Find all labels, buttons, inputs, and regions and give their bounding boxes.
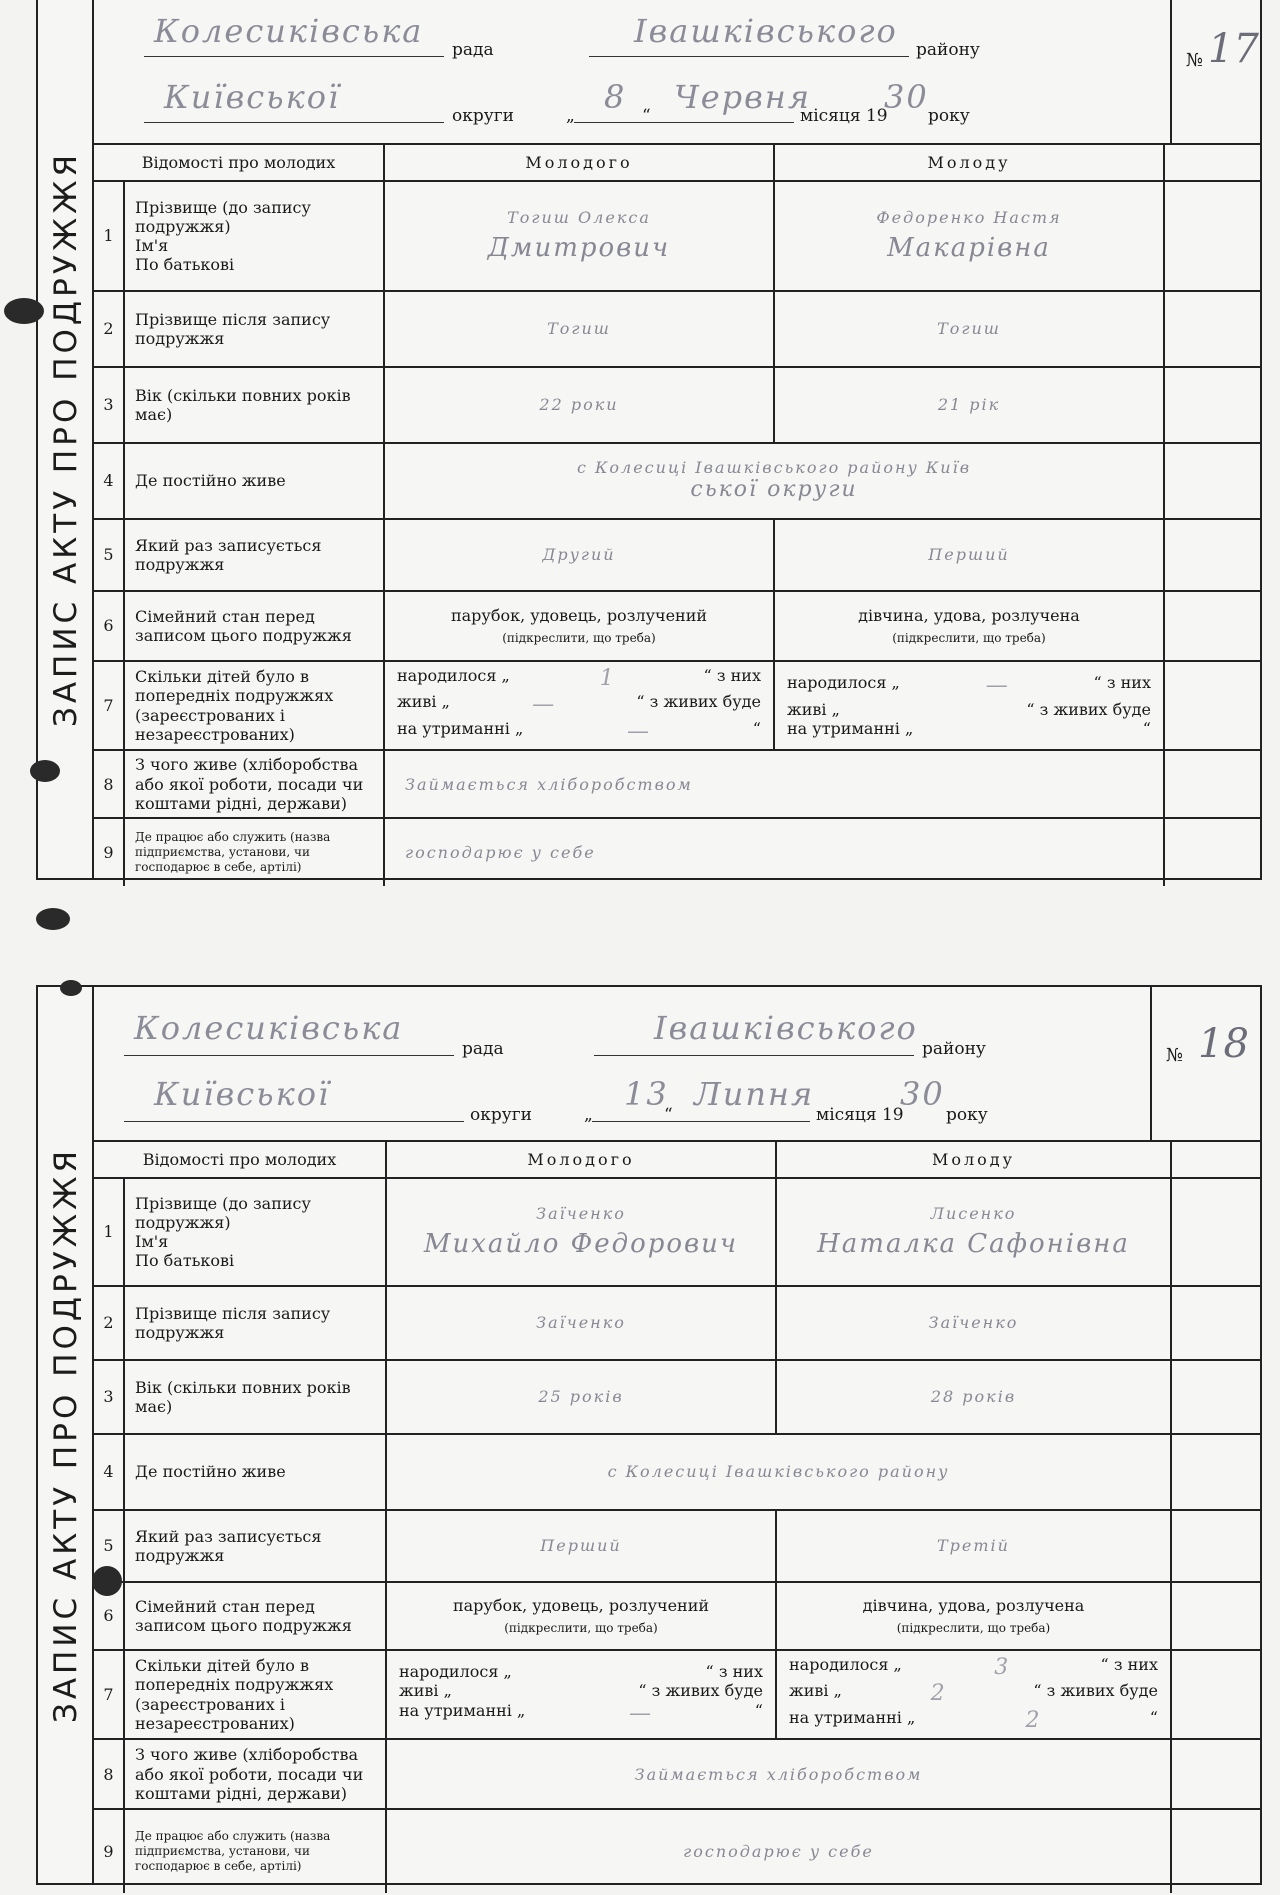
table-row: 7 Скільки дітей було в попередніх подружжях (зареєстрованих і незареєстрованих) народилося „ “ з них живі „ “ з живих буде на утриманні „ — “ народилося „ 3 “ з них живі „ 2 “ з живих буде на утриманні „ 2 “ <box>94 1650 1262 1739</box>
groom-marital-status: парубок, удовець, розлучений (підкреслити, що треба) <box>386 1582 776 1650</box>
table-row: 1 Прізвище (до запису подружжя) Ім'я По батькові Заїченко Михайло Федорович Лисенко Наталка Сафонівна <box>94 1178 1262 1286</box>
month-label: місяця 19 <box>816 1105 904 1125</box>
record-number-box <box>1170 0 1260 143</box>
raion-label: району <box>916 40 980 60</box>
year-handwritten: 30 <box>900 1075 945 1113</box>
groom-times: Перший <box>386 1510 776 1582</box>
table-row: 5 Який раз записується подружжя Перший Третій <box>94 1510 1262 1582</box>
raion-handwritten: Івашківського <box>634 12 898 50</box>
col-info-header: Відомості про молодих <box>94 145 384 181</box>
bride-name: Лисенко Наталка Сафонівна <box>776 1178 1171 1286</box>
groom-marital-status: парубок, удовець, розлучений (підкреслити, що треба) <box>384 591 774 661</box>
workplace: господарює у себе <box>384 818 1164 886</box>
col-bride-header: Молоду <box>774 145 1164 181</box>
ink-stain <box>92 1566 122 1596</box>
side-title-panel <box>38 987 94 1883</box>
date-line <box>592 1121 810 1122</box>
month-handwritten: Червня <box>674 78 812 116</box>
col-info-header: Відомості про молодих <box>94 1142 386 1178</box>
table-row: 6 Сімейний стан перед записом цього подружжя парубок, удовець, розлучений (підкреслити, що треба) дівчина, удова, розлучена (підкреслити, що треба) <box>94 1582 1262 1650</box>
raion-handwritten: Івашківського <box>654 1009 918 1047</box>
bride-times: Третій <box>776 1510 1171 1582</box>
okruha-label: округи <box>470 1105 532 1125</box>
form-header: Колесиківська рада Івашківського району Київської округи „ 13 “ Липня місяця 19 30 року № 18 <box>94 987 1260 1142</box>
table-row: 1 Прізвище (до запису подружжя) Ім'я По батькові Тогиш Олекса Дмитрович Федоренко Настя Макарівна <box>94 181 1262 291</box>
groom-age: 25 років <box>386 1360 776 1434</box>
table-row: 9 Де працює або служить (назва підприємства, установи, чи господарює в себе, артілі) господарює у себе <box>94 1809 1262 1893</box>
table-row: 4 Де постійно живе с Колесиці Івашківського району Київ ської округи <box>94 443 1262 519</box>
bride-children: народилося „ — “ з них живі „ “ з живих буде на утриманні „ “ <box>774 661 1164 750</box>
record-table <box>94 145 1262 886</box>
rada-label: рада <box>462 1039 504 1059</box>
okruha-line <box>124 1121 464 1122</box>
rada-label: рада <box>452 40 494 60</box>
groom-times: Другий <box>384 519 774 591</box>
number-label: № <box>1186 50 1204 71</box>
livelihood: Займається хліборобством <box>386 1739 1171 1809</box>
bride-children: народилося „ 3 “ з них живі „ 2 “ з живих буде на утриманні „ 2 “ <box>776 1650 1171 1739</box>
ink-stain <box>36 908 70 930</box>
bride-age: 28 років <box>776 1360 1171 1434</box>
form-header: Колесиківська рада Івашківського району Київської округи „ 8 “ Червня місяця 19 30 року № 17 <box>94 0 1260 145</box>
bride-name: Федоренко Настя Макарівна <box>774 181 1164 291</box>
record-number-handwritten: 17 <box>1208 26 1259 72</box>
date-line <box>574 122 794 123</box>
ink-stain <box>60 980 82 996</box>
year-label: року <box>928 106 970 126</box>
record-number-box <box>1150 987 1260 1140</box>
raion-line <box>589 56 909 57</box>
table-row: 2 Прізвище після запису подружжя Тогиш Тогиш <box>94 291 1262 367</box>
day-handwritten: 13 <box>624 1075 669 1113</box>
record-number-handwritten: 18 <box>1198 1021 1249 1067</box>
bride-times: Перший <box>774 519 1164 591</box>
col-groom-header: Молодого <box>384 145 774 181</box>
bride-marital-status: дівчина, удова, розлучена (підкреслити, що треба) <box>776 1582 1171 1650</box>
table-row: 6 Сімейний стан перед записом цього подружжя парубок, удовець, розлучений (підкреслити, що треба) дівчина, удова, розлучена (підкреслити, що треба) <box>94 591 1262 661</box>
table-row: 4 Де постійно живе с Колесиці Івашківського району <box>94 1434 1262 1510</box>
marriage-record-form-2 <box>36 985 1262 1885</box>
groom-name: Тогиш Олекса Дмитрович <box>384 181 774 291</box>
table-row: 3 Вік (скільки повних років має) 22 роки 21 рік <box>94 367 1262 443</box>
okruha-handwritten: Київської <box>164 78 341 116</box>
okruha-label: округи <box>452 106 514 126</box>
table-row: 2 Прізвище після запису подружжя Заїченко Заїченко <box>94 1286 1262 1360</box>
okruha-line <box>144 122 444 123</box>
groom-children: народилося „ 1 “ з них живі „ — “ з живих буде на утриманні „ — “ <box>384 661 774 750</box>
livelihood: Займається хліборобством <box>384 750 1164 818</box>
col-bride-header: Молоду <box>776 1142 1171 1178</box>
groom-surname-after: Заїченко <box>386 1286 776 1360</box>
table-row: 3 Вік (скільки повних років має) 25 років 28 років <box>94 1360 1262 1434</box>
ink-stain <box>4 298 44 324</box>
month-handwritten: Липня <box>694 1075 815 1113</box>
table-row: 8 З чого живе (хліборобства або якої роботи, посади чи коштами рідні, держави) Займається хліборобством <box>94 1739 1262 1809</box>
groom-age: 22 роки <box>384 367 774 443</box>
table-header-row <box>94 145 1262 181</box>
number-label: № <box>1166 1045 1184 1066</box>
raion-label: району <box>922 1039 986 1059</box>
table-header-row <box>94 1142 1262 1178</box>
rada-line <box>144 56 444 57</box>
okruha-handwritten: Київської <box>154 1075 331 1113</box>
marriage-record-form-1 <box>36 0 1262 880</box>
side-title: ЗАПИС АКТУ ПРО ПОДРУЖЖЯ <box>48 1146 84 1724</box>
residence: с Колесиці Івашківського району <box>386 1434 1171 1510</box>
bride-surname-after: Тогиш <box>774 291 1164 367</box>
groom-surname-after: Тогиш <box>384 291 774 367</box>
raion-line <box>594 1055 914 1056</box>
side-title: ЗАПИС АКТУ ПРО ПОДРУЖЖЯ <box>48 150 84 728</box>
table-row: 7 Скільки дітей було в попередніх подружжях (зареєстрованих і незареєстрованих) народилося „ 1 “ з них живі „ — “ з живих буде на утриманні „ — “ народилося „ — “ з них живі „ “ з живих буде на утриманні „ “ <box>94 661 1262 750</box>
bride-marital-status: дівчина, удова, розлучена (підкреслити, що треба) <box>774 591 1164 661</box>
side-title-panel <box>38 0 94 878</box>
bride-age: 21 рік <box>774 367 1164 443</box>
table-row: 9 Де працює або служить (назва підприємства, установи, чи господарює в себе, артілі) господарює у себе <box>94 818 1262 886</box>
table-row: 8 З чого живе (хліборобства або якої роботи, посади чи коштами рідні, держави) Займається хліборобством <box>94 750 1262 818</box>
bride-surname-after: Заїченко <box>776 1286 1171 1360</box>
ink-stain <box>30 760 60 782</box>
month-label: місяця 19 <box>800 106 888 126</box>
col-groom-header: Молодого <box>386 1142 776 1178</box>
year-handwritten: 30 <box>884 78 929 116</box>
rada-line <box>124 1055 454 1056</box>
groom-name: Заїченко Михайло Федорович <box>386 1178 776 1286</box>
rada-handwritten: Колесиківська <box>154 12 424 50</box>
table-row: 5 Який раз записується подружжя Другий Перший <box>94 519 1262 591</box>
rada-handwritten: Колесиківська <box>134 1009 404 1047</box>
groom-children: народилося „ “ з них живі „ “ з живих буде на утриманні „ — “ <box>386 1650 776 1739</box>
workplace: господарює у себе <box>386 1809 1171 1893</box>
residence: с Колесиці Івашківського району Київ ської округи <box>384 443 1164 519</box>
record-table <box>94 1142 1262 1893</box>
day-handwritten: 8 <box>604 78 627 116</box>
year-label: року <box>946 1105 988 1125</box>
